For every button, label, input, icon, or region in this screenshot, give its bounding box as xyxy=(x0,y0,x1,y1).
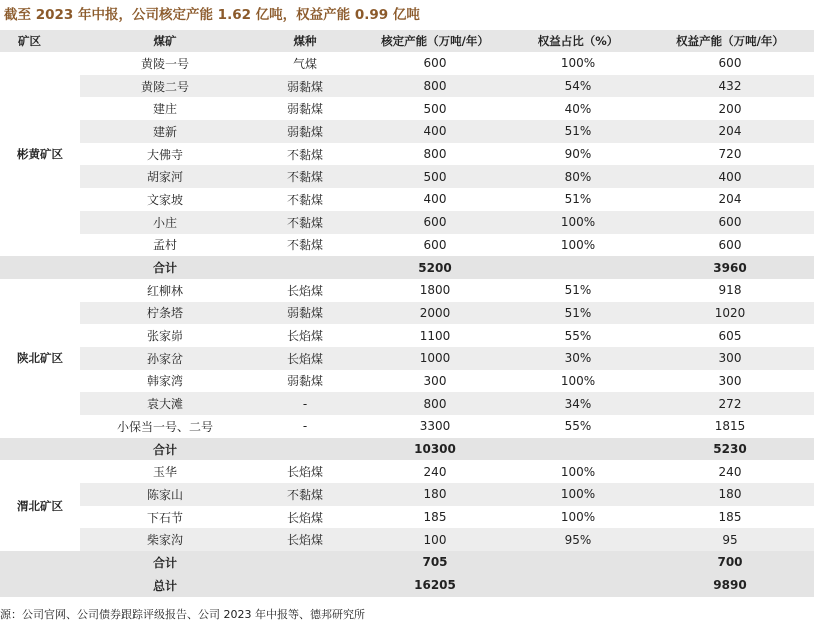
capacity-cell: 500 xyxy=(360,165,510,188)
equity-capacity-cell: 204 xyxy=(718,192,742,207)
coal-type-cell: 长焰煤 xyxy=(286,283,323,298)
equity-capacity-cell: 180 xyxy=(646,483,814,506)
table-row xyxy=(0,120,814,143)
mine-name-cell: 韩家湾 xyxy=(146,374,183,389)
mine-name-cell: 柴家沟 xyxy=(80,528,250,551)
subtotal-row xyxy=(0,438,814,461)
equity-capacity-cell: 600 xyxy=(718,237,742,252)
table-row xyxy=(0,324,814,347)
subtotal-label: 合计 xyxy=(80,438,250,461)
subtotal-share-cell xyxy=(510,551,646,574)
mine-name-cell: 黄陵一号 xyxy=(140,56,189,71)
capacity-cell: 185 xyxy=(423,510,447,525)
header-equity-share: 权益占比（%） xyxy=(510,30,646,52)
equity-capacity-cell: 204 xyxy=(646,120,814,143)
mine-name-cell: 玉华 xyxy=(152,465,177,480)
source-note: 源：公司官网、公司债券跟踪评级报告、公司 2023 年中报等、德邦研究所 xyxy=(0,608,365,621)
coal-type-cell: 不黏煤 xyxy=(250,211,360,234)
grand-total-label: 总计 xyxy=(80,574,250,597)
coal-type-cell: 长焰煤 xyxy=(286,510,323,525)
capacity-cell: 2000 xyxy=(360,302,510,325)
equity-share-cell: 51% xyxy=(564,192,592,207)
mine-name-cell: 小保当一号、二号 xyxy=(116,419,213,434)
header-coal-type: 煤种 xyxy=(250,30,360,52)
table-row xyxy=(0,302,814,325)
capacity-cell: 400 xyxy=(423,192,447,207)
capacity-cell: 800 xyxy=(360,392,510,415)
equity-capacity-cell: 300 xyxy=(646,347,814,370)
equity-share-cell: 34% xyxy=(510,392,646,415)
subtotal-equity: 3960 xyxy=(646,256,814,279)
equity-capacity-cell: 600 xyxy=(718,56,742,71)
table-header-row xyxy=(0,30,814,52)
region-cell: 渭北矿区 xyxy=(0,460,80,551)
mine-name-cell: 胡家河 xyxy=(80,165,250,188)
equity-capacity-cell: 720 xyxy=(718,147,742,162)
grand-total-equity: 9890 xyxy=(646,574,814,597)
mine-name-cell: 建庄 xyxy=(152,102,177,117)
capacity-cell: 1800 xyxy=(419,283,451,298)
table-row xyxy=(0,528,814,551)
subtotal-share-cell xyxy=(510,438,646,461)
equity-share-cell: 100% xyxy=(560,373,596,388)
coal-type-cell: - xyxy=(250,392,360,415)
equity-capacity-cell: 400 xyxy=(646,165,814,188)
mine-name-cell: 柠条塔 xyxy=(80,302,250,325)
equity-share-cell: 100% xyxy=(560,56,596,71)
capacity-cell: 600 xyxy=(360,211,510,234)
capacity-cell: 300 xyxy=(423,373,447,388)
mine-name-cell: 小庄 xyxy=(80,211,250,234)
table-row xyxy=(0,234,814,257)
coal-type-cell: 不黏煤 xyxy=(250,165,360,188)
header-region: 矿区 xyxy=(0,30,80,52)
equity-capacity-cell: 600 xyxy=(646,211,814,234)
page-title: 截至 2023 年中报，公司核定产能 1.62 亿吨，权益产能 0.99 亿吨 xyxy=(4,7,420,23)
mine-name-cell: 张家峁 xyxy=(146,329,183,344)
capacity-cell: 1000 xyxy=(360,347,510,370)
equity-share-cell: 80% xyxy=(510,165,646,188)
table-row xyxy=(0,188,814,211)
capacity-cell: 400 xyxy=(360,120,510,143)
table-row xyxy=(0,392,814,415)
capacity-cell: 180 xyxy=(360,483,510,506)
mine-name-cell: 文家坡 xyxy=(146,192,183,207)
equity-capacity-cell: 185 xyxy=(718,510,742,525)
table-row xyxy=(0,97,814,120)
equity-capacity-cell: 432 xyxy=(646,75,814,98)
equity-share-cell: 95% xyxy=(510,528,646,551)
subtotal-share-cell xyxy=(510,256,646,279)
table-row xyxy=(0,415,814,438)
header-equity-capacity: 权益产能（万吨/年） xyxy=(646,30,814,52)
grand-total-row xyxy=(0,574,814,597)
capacity-cell: 100 xyxy=(360,528,510,551)
coal-type-cell: 不黏煤 xyxy=(286,192,323,207)
mine-name-cell: 红柳林 xyxy=(146,283,183,298)
capacity-cell: 1100 xyxy=(419,328,451,343)
table-row xyxy=(0,483,814,506)
total-share-cell xyxy=(510,574,646,597)
equity-share-cell: 51% xyxy=(510,302,646,325)
mine-name-cell: 建新 xyxy=(80,120,250,143)
region-cell: 彬黄矿区 xyxy=(0,52,80,256)
table-row xyxy=(0,347,814,370)
capacity-cell: 800 xyxy=(423,147,447,162)
coal-type-cell: 不黏煤 xyxy=(286,147,323,162)
capacity-table xyxy=(0,30,814,597)
subtotal-label: 合计 xyxy=(80,256,250,279)
equity-capacity-cell: 240 xyxy=(718,464,742,479)
equity-share-cell: 40% xyxy=(564,101,592,116)
total-spacer-cell xyxy=(0,574,80,597)
coal-type-cell: 长焰煤 xyxy=(286,329,323,344)
mine-name-cell: 下石节 xyxy=(146,510,183,525)
equity-share-cell: 100% xyxy=(560,237,596,252)
total-type-cell xyxy=(250,574,360,597)
capacity-cell: 500 xyxy=(423,101,447,116)
subtotal-type-cell xyxy=(250,551,360,574)
table-row xyxy=(0,75,814,98)
equity-share-cell: 51% xyxy=(564,283,592,298)
equity-share-cell: 54% xyxy=(510,75,646,98)
coal-type-cell: - xyxy=(302,419,308,434)
equity-capacity-cell: 605 xyxy=(718,328,742,343)
table-body xyxy=(0,52,814,597)
equity-share-cell: 51% xyxy=(510,120,646,143)
capacity-cell: 3300 xyxy=(419,419,451,434)
subtotal-spacer-cell xyxy=(0,438,80,461)
capacity-cell: 240 xyxy=(423,464,447,479)
equity-capacity-cell: 200 xyxy=(718,101,742,116)
equity-share-cell: 100% xyxy=(510,483,646,506)
equity-capacity-cell: 1815 xyxy=(714,419,746,434)
table-row xyxy=(0,460,814,483)
subtotal-equity: 700 xyxy=(646,551,814,574)
subtotal-type-cell xyxy=(250,438,360,461)
table-row xyxy=(0,52,814,75)
mine-name-cell: 大佛寺 xyxy=(146,147,183,162)
mine-name-cell: 黄陵二号 xyxy=(80,75,250,98)
equity-share-cell: 100% xyxy=(560,464,596,479)
subtotal-type-cell xyxy=(250,256,360,279)
capacity-cell: 600 xyxy=(423,237,447,252)
mine-name-cell: 袁大滩 xyxy=(80,392,250,415)
coal-type-cell: 不黏煤 xyxy=(250,483,360,506)
coal-type-cell: 长焰煤 xyxy=(286,465,323,480)
subtotal-spacer-cell xyxy=(0,551,80,574)
table-row xyxy=(0,279,814,302)
subtotal-spacer-cell xyxy=(0,256,80,279)
header-mine: 煤矿 xyxy=(80,30,250,52)
coal-type-cell: 长焰煤 xyxy=(250,347,360,370)
coal-type-cell: 弱黏煤 xyxy=(250,75,360,98)
coal-type-cell: 弱黏煤 xyxy=(286,102,323,117)
grand-total-capacity: 16205 xyxy=(360,574,510,597)
mine-name-cell: 孟村 xyxy=(152,238,177,253)
table-row xyxy=(0,211,814,234)
coal-type-cell: 弱黏煤 xyxy=(250,302,360,325)
subtotal-capacity: 705 xyxy=(360,551,510,574)
capacity-cell: 800 xyxy=(360,75,510,98)
equity-share-cell: 55% xyxy=(564,419,592,434)
equity-share-cell: 90% xyxy=(564,147,592,162)
mine-name-cell: 陈家山 xyxy=(80,483,250,506)
coal-type-cell: 不黏煤 xyxy=(286,238,323,253)
table-row xyxy=(0,506,814,529)
coal-type-cell: 气煤 xyxy=(292,56,317,71)
coal-type-cell: 弱黏煤 xyxy=(286,374,323,389)
equity-capacity-cell: 1020 xyxy=(646,302,814,325)
equity-share-cell: 30% xyxy=(510,347,646,370)
mine-name-cell: 孙家岔 xyxy=(80,347,250,370)
equity-share-cell: 55% xyxy=(564,328,592,343)
equity-capacity-cell: 95 xyxy=(646,528,814,551)
equity-share-cell: 100% xyxy=(560,510,596,525)
header-capacity: 核定产能（万吨/年） xyxy=(360,30,510,52)
coal-type-cell: 长焰煤 xyxy=(250,528,360,551)
subtotal-row xyxy=(0,551,814,574)
subtotal-equity: 5230 xyxy=(646,438,814,461)
equity-share-cell: 100% xyxy=(510,211,646,234)
capacity-cell: 600 xyxy=(423,56,447,71)
subtotal-capacity: 10300 xyxy=(360,438,510,461)
coal-type-cell: 弱黏煤 xyxy=(250,120,360,143)
table-row xyxy=(0,370,814,393)
equity-capacity-cell: 300 xyxy=(718,373,742,388)
region-cell: 陕北矿区 xyxy=(0,279,80,438)
equity-capacity-cell: 272 xyxy=(646,392,814,415)
subtotal-row xyxy=(0,256,814,279)
subtotal-label: 合计 xyxy=(80,551,250,574)
table-row xyxy=(0,143,814,166)
equity-capacity-cell: 918 xyxy=(718,283,742,298)
subtotal-capacity: 5200 xyxy=(360,256,510,279)
table-row xyxy=(0,165,814,188)
